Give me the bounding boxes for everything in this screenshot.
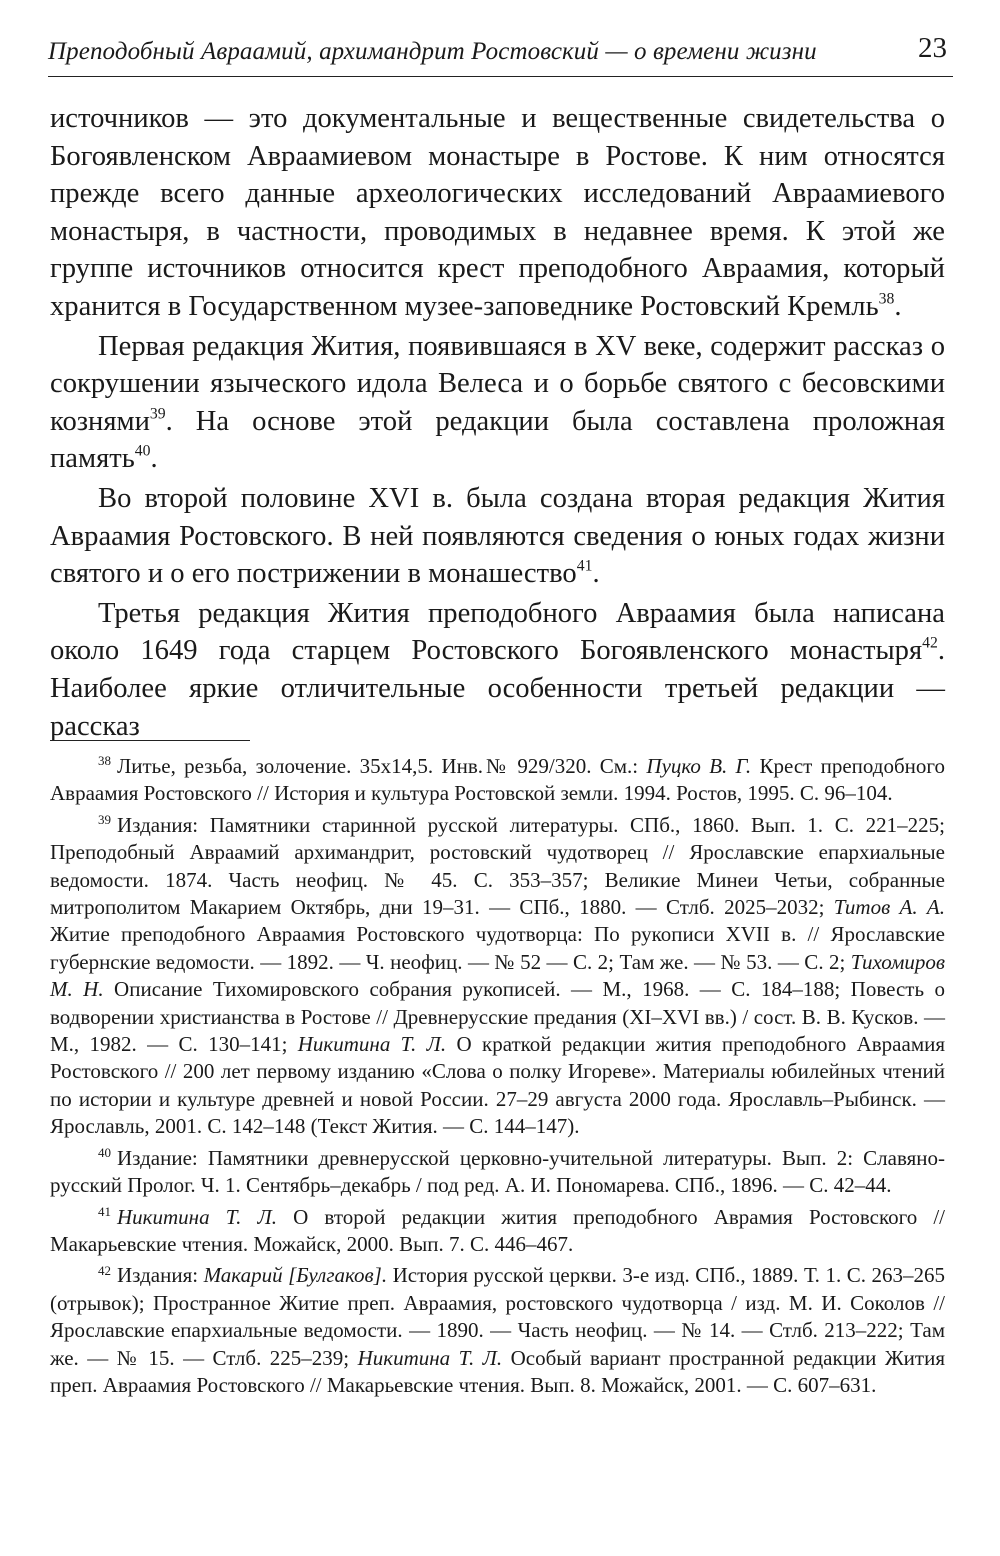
paragraph-3-end: . — [592, 558, 600, 590]
paragraph-2-text-a: Первая редакция Жития, появившаяся в XV веке, содержит рассказ о сокрушении языческого идола Велеса и о борьбе святого с бесовскими кознями — [50, 330, 945, 437]
paragraph-1 — [50, 100, 945, 326]
paragraph-2-end: . — [150, 443, 158, 475]
footnote-38 — [50, 753, 945, 808]
footnote-text: Особый вариант пространной редакции Жития преп. Авраамия Ростовского // Макарьевские чтения. Вып. 8. Можайск, 2001. — С. 607–631. — [50, 1345, 945, 1397]
footnote-ref-39: 39 — [149, 405, 166, 423]
footnote-ref-38: 38 — [878, 290, 895, 308]
footnote-ref-41: 41 — [576, 557, 593, 575]
footnote-text: Издание: Памятники древнерусской церковно-учительной литературы. Вып. 2: Славяно-русский Пролог. Ч. 1. Сентябрь–декабрь / под ред. А. И. Пономарева. СПб., 1896. — С. 42–44. — [50, 1145, 945, 1198]
footnote-text: Житие преподобного Авраамия Ростовского чудотворца: По рукописи XVII в. // Ярославские губернские ведомости. — 1892. — Ч. неофиц. — № 52 — С. 2; Там же. — № 53. — С. 2; — [50, 922, 945, 974]
footnote-text: Крест преподобного Авраамия Ростовского // История и культура Ростовской земли. 1994. Ростов, 1995. С. 96–104. — [50, 754, 945, 806]
footnote-text: О краткой редакции жития преподобного Авраамия Ростовского // 200 лет первому изданию «Слова о полку Игореве». Материалы юбилейных чтений по истории и культуре древней и новой России. 27–29 августа 2000 года. Ярославль–Рыбинск. — Ярославль, 2001. С. 142–148 (Текст Жития. — С. 144–147). — [50, 1032, 946, 1139]
paragraph-4 — [50, 595, 945, 745]
footnote-ref-40: 40 — [134, 443, 151, 461]
footnote-text: Описание Тихомировского собрания рукописей. — М., 1968. — С. 184–188; Повесть о водворении христианства в Ростове // Древнерусские предания (XI–XVI вв.) / сост. В. В. Кусков. — М., 1982. — С. 130–141; — [50, 977, 945, 1057]
paragraph-2 — [50, 328, 945, 478]
author-name: Никитина Т. Л. — [297, 1032, 447, 1057]
footnote-39 — [50, 812, 945, 1141]
paragraph-4-text-b: . Наиболее яркие отличительные особенности третьей редакции — рассказ — [50, 635, 945, 742]
footnote-number: 42 — [98, 1262, 112, 1278]
footnote-number: 40 — [98, 1144, 112, 1160]
author-name: Тихомиров М. Н. — [50, 949, 945, 1002]
running-header — [48, 30, 953, 77]
paragraph-3-text: Во второй половине XVI в. была создана вторая редакция Жития Авраамия Ростовского. В ней появляются сведения о юных годах жизни святого и о его пострижении в монашество — [50, 482, 945, 590]
footnote-ref-42: 42 — [922, 635, 938, 652]
author-name: Титов А. А. — [833, 895, 945, 920]
author-name: Никитина Т. Л. — [357, 1345, 503, 1370]
running-title: Преподобный Авраамий, архимандрит Ростовский — о времени жизни — [48, 38, 817, 65]
author-name: Никитина Т. Л. — [117, 1204, 277, 1229]
footnote-text: Издания: — [117, 1263, 204, 1288]
footnote-text: О второй редакции жития преподобного Аврамия Ростовского // Макарьевские чтения. Можайск, 2000. Вып. 7. С. 446–467. — [50, 1204, 946, 1256]
footnote-41 — [50, 1204, 945, 1259]
footnote-text: Литье, резьба, золочение. 35х14,5. Инв.№ 929/320. См.: — [117, 754, 647, 778]
paragraph-3 — [50, 480, 945, 593]
paragraph-2-text-b: . На основе этой редакции была составлена проложная память — [50, 405, 945, 475]
footnote-separator — [50, 740, 250, 741]
footnote-text: История русской церкви. 3-е изд. СПб., 1889. Т. 1. С. 263–265 (отрывок); Пространное Житие преп. Авраамия, ростовского чудотворца / изд. М. И. Соколов // Ярославские епархиальные ведомости. — 1890. — Часть неофиц. — № 14. — Стлб. 213–222; Там же. — № 15. — Стлб. 225–239; — [50, 1263, 945, 1370]
page-number: 23 — [918, 32, 947, 64]
footnotes — [50, 753, 945, 1403]
footnote-text: Издания: Памятники старинной русской литературы. СПб., 1860. Вып. 1. С. 221–225; Преподобный Авраамий архимандрит, ростовский чудотворец // Ярославские епархиальные ведомости. 1874. Часть неофиц. № 45. С. 353–357; Великие Минеи Четьи, собранные митрополитом Макарием Октябрь, дни 19–31. — СПб., 1880. — Стлб. 2025–2032; — [50, 812, 945, 920]
footnote-number: 41 — [98, 1203, 112, 1219]
paragraph-1-text: источников — это документальные и вещественные свидетельства о Богоявленском Авраамиевом монастыре в Ростове. К ним относятся прежде всего данные археологических исследований Авраамиевого монастыря, в частности, проводимых в недавнее время. К этой же группе источников относится крест преподобного Авраамия, который хранится в Государственном музее-заповеднике Ростовский Кремль — [50, 103, 945, 322]
main-text — [50, 100, 945, 747]
footnote-number: 39 — [98, 812, 112, 828]
footnote-40 — [50, 1145, 945, 1200]
paragraph-1-end: . — [894, 290, 902, 322]
paragraph-4-text-a: Третья редакция Жития преподобного Авраамия была написана около 1649 года старцем Ростовского Богоявленского монастыря — [50, 597, 945, 667]
footnote-42 — [50, 1262, 945, 1399]
footnote-number: 38 — [98, 753, 112, 769]
author-name: Пуцко В. Г. — [646, 754, 752, 778]
author-name: Макарий [Булгаков]. — [203, 1263, 388, 1288]
